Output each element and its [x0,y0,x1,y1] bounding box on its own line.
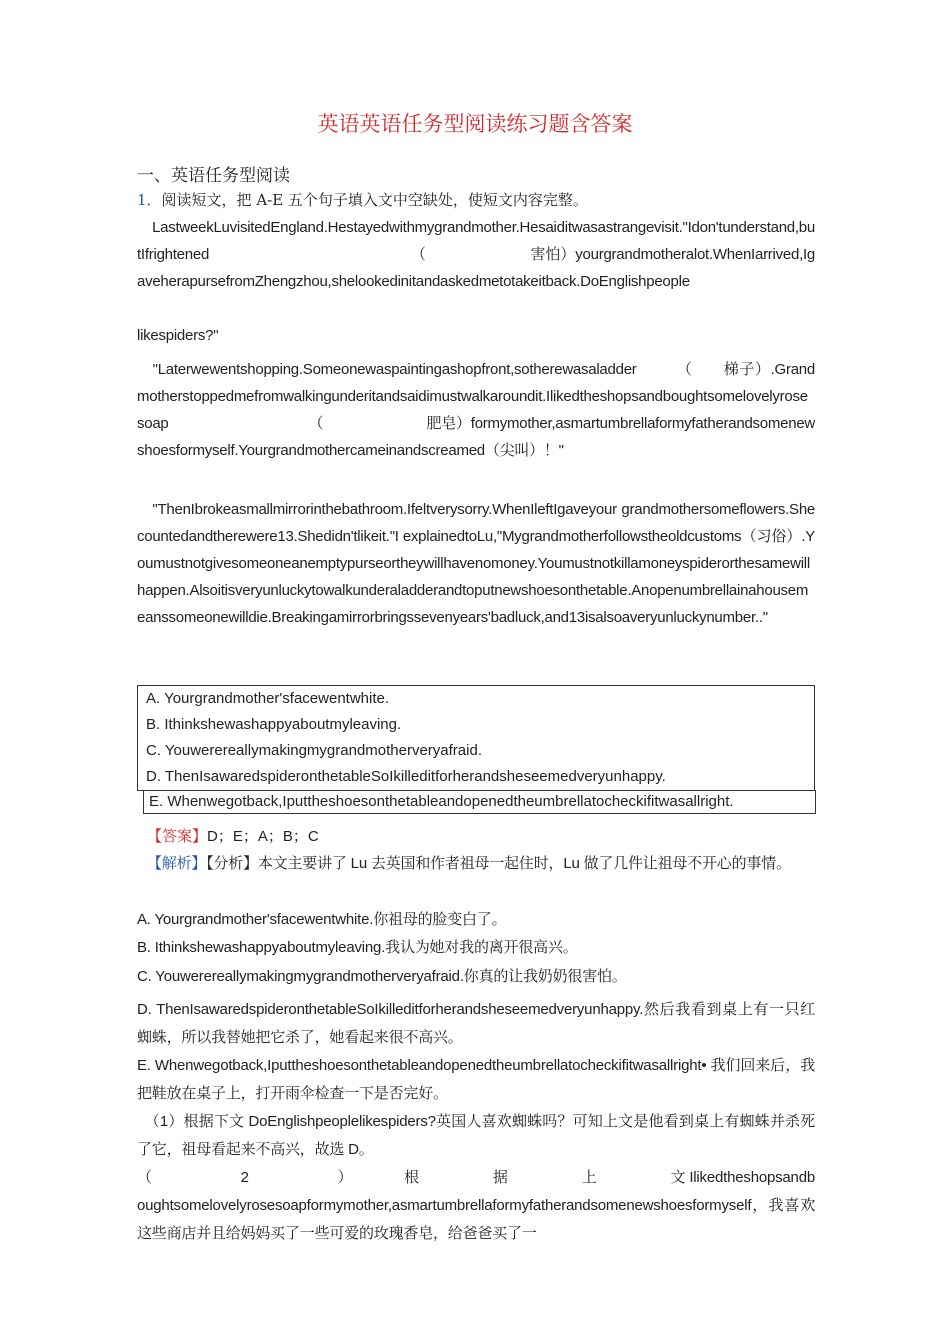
option-d: D. ThenIsawaredspideronthetableSoIkilleditforherandsheseemedveryunhappy. [146,768,666,785]
analysis-intro-text: 【分析】本文主要讲了 Lu 去英国和作者祖母一起住时，Lu 做了几件让祖母不开心的事情。 [206,855,791,872]
analysis-line-e: E. Whenwegotback,Iputtheshoesonthetableandopenedtheumbrellatocheckifitwasallright• 我们回来后，我把鞋放在桌子上，打开雨伞检查一下是否完好。 [137,1057,815,1102]
option-a: A. Yourgrandmother'sfacewentwhite. [146,690,390,707]
option-b: B. Ithinkshewashappyaboutmyleaving. [146,716,402,733]
analysis-line-a: A. Yourgrandmother'sfacewentwhite.你祖母的脸变白了。 [137,911,507,928]
passage-paragraph-2: "Laterwewentshopping.Someonewaspaintingashopfront,sotherewasaladder （ 梯子）.Grandmotherstoppedmefromwalkingunderitandsaidimustwalkaroundit.Ilikedtheshopsandboughtsomelovelyrosesoap （ 肥皂）formymother,asmartumbrellaformyfatherandsomenewshoesformyself.Yourgrandmothercameinandscreamed（尖叫）！" [137,361,816,459]
analysis-line-d: D. ThenIsawaredspideronthetableSoIkilleditforherandsheseemedveryunhappy.然后我看到桌上有一只红蜘蛛，所以我替她把它杀了，她看起来很不高兴。 [137,1001,815,1046]
analysis-line-c: C. Youwerereallymakingmygrandmotherveryafraid.你真的让我奶奶很害怕。 [137,968,627,985]
question-prompt [137,189,588,210]
answer-line [147,825,319,846]
analysis-intro [137,850,815,878]
question-number: 1． [137,191,162,209]
answer-label: 【答案】 [147,828,208,845]
section-heading: 一、英语任务型阅读 [137,166,290,186]
document-title: 英语英语任务型阅读练习题含答案 [317,112,633,136]
answer-text: D；E；A；B；C [207,828,319,845]
analysis-label: 【解析】 [147,855,207,872]
options-box [137,685,815,791]
analysis-line-b: B. Ithinkshewashappyaboutmyleaving.我认为她对我的离开很高兴。 [137,939,578,956]
question-text: 阅读短文，把 A-E 五个句子填入文中空缺处，使短文内容完整。 [161,191,588,209]
passage-paragraph-1: LastweekLuvisitedEngland.Hestayedwithmygrandmother.Hesaiditwasastrangevisit."Idon'tunderstand,butIfrightened （ 害怕）yourgrandmotheralot.WhenIarrived,IgaveherapursefromZhengzhou,shelookedinitandaskedmetotakeitback.DoEnglishpeople [137,219,815,290]
option-e: E. Whenwegotback,Iputtheshoesonthetableandopenedtheumbrellatocheckifitwasallright. [149,793,734,810]
analysis-point-1: （1）根据下文 DoEnglishpeoplelikespiders?英国人喜欢蜘蛛吗？可知上文是他看到桌上有蜘蛛并杀死了它，祖母看起来不高兴，故选 D。 [137,1113,815,1158]
analysis-point-2: （ 2 ） 根 据 上 文 Ilikedtheshopsandboughtsomelovelyrosesoapformymother,asmartumbrellaformyfatherandsomenewshoesformyself，我喜欢这些商店并且给妈妈买了一些可爱的玫瑰香皂，给爸爸买了一 [137,1169,815,1242]
passage-paragraph-1-end: likespiders?" [137,327,219,344]
option-e-box [143,790,816,814]
option-c: C. Youwerereallymakingmygrandmotherveryafraid. [146,742,482,759]
passage-paragraph-3: "ThenIbrokeasmallmirrorinthebathroom.Ifeltverysorry.WhenIleftIgaveyour grandmothersomeflowers.Shecountedandtherewere13.Shedidn'tlikeit."I explainedtoLu,"Mygrandmotherfollowstheoldcustoms（习俗）.Youmustnotgivesomeoneanemptypurseortheywillhavenomoney.Youmustnotkillamoneyspiderorthesamewillhappen.Alsoitisveryunluckytowalkunderaladderandtoputnewshoesonthetable.Anopenumbrellainahousemeanssomeonewilldie.Breakingamirrorbringssevenyears'badluck,and13isalsoaveryunluckynumber.." [137,501,815,626]
